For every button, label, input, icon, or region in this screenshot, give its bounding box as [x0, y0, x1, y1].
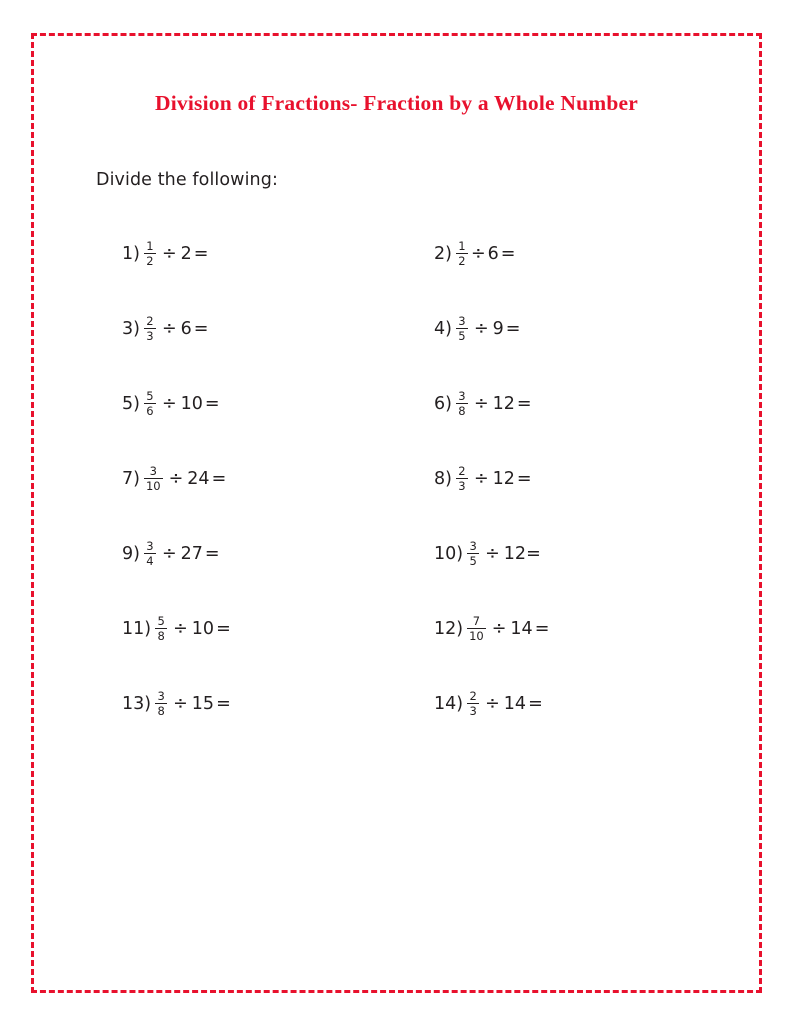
problem-number: 2)	[434, 243, 452, 264]
fraction-numerator: 7	[472, 613, 481, 628]
fraction-denominator: 5	[469, 554, 477, 568]
problem-number: 7)	[122, 468, 140, 489]
division-operator: ÷	[173, 693, 188, 714]
problem-item-11	[122, 591, 434, 666]
problem-number: 8)	[434, 468, 452, 489]
problem-item-1	[122, 216, 434, 291]
divisor-value: 6	[180, 318, 192, 339]
division-operator: ÷	[485, 543, 500, 564]
problem-item-5	[122, 366, 434, 441]
equals-sign: =	[526, 543, 541, 564]
divisor-value: 10	[191, 618, 215, 639]
divisor-value: 6	[487, 243, 499, 264]
fraction	[467, 615, 486, 643]
equals-sign: =	[193, 318, 209, 339]
fraction-numerator: 2	[469, 688, 477, 703]
problem-item-9	[122, 516, 434, 591]
problem-number: 13)	[122, 693, 152, 714]
problem-number: 6)	[434, 393, 452, 414]
problem-item-13	[122, 666, 434, 741]
fraction-numerator: 3	[157, 688, 165, 703]
fraction-denominator: 6	[146, 404, 154, 418]
divisor-value: 14	[503, 693, 527, 714]
problem-item-7	[122, 441, 434, 516]
fraction-denominator: 3	[469, 704, 477, 718]
equals-sign: =	[516, 468, 532, 489]
problem-item-10	[434, 516, 731, 591]
divisor-value: 12	[503, 543, 527, 564]
fraction-denominator: 8	[157, 704, 165, 718]
equals-sign: =	[216, 618, 231, 639]
divisor-value: 14	[510, 618, 533, 639]
fraction	[456, 465, 468, 493]
problem-number: 5)	[122, 393, 140, 414]
problem-item-14	[434, 666, 731, 741]
division-operator: ÷	[161, 393, 177, 414]
equals-sign: =	[534, 618, 550, 639]
division-operator: ÷	[161, 243, 177, 264]
fraction	[144, 390, 156, 418]
fraction-numerator: 2	[146, 313, 154, 328]
fraction-numerator: 1	[146, 238, 154, 253]
fraction	[144, 465, 163, 493]
worksheet-content	[52, 60, 741, 972]
fraction-numerator: 3	[149, 463, 157, 478]
equals-sign: =	[516, 393, 532, 414]
problem-item-8	[434, 441, 731, 516]
divisor-value: 15	[191, 693, 215, 714]
fraction	[144, 240, 156, 268]
divisor-value: 2	[180, 243, 192, 264]
division-operator: ÷	[473, 318, 489, 339]
fraction-denominator: 2	[146, 254, 154, 268]
problem-item-2	[434, 216, 731, 291]
problem-list	[122, 216, 731, 741]
fraction	[456, 315, 468, 343]
equals-sign: =	[216, 693, 231, 714]
problem-number: 11)	[122, 618, 152, 639]
fraction-denominator: 4	[146, 554, 154, 568]
fraction-numerator: 3	[458, 388, 466, 403]
problem-number: 4)	[434, 318, 452, 339]
fraction-numerator: 2	[458, 463, 466, 478]
fraction-denominator: 2	[458, 254, 466, 268]
problem-number: 14)	[434, 693, 464, 714]
problem-number: 1)	[122, 243, 140, 264]
divisor-value: 10	[180, 393, 203, 414]
equals-sign: =	[505, 318, 521, 339]
problem-number: 12)	[434, 618, 464, 639]
divisor-value: 12	[492, 468, 515, 489]
equals-sign: =	[211, 468, 227, 489]
problem-number: 10)	[434, 543, 464, 564]
fraction-denominator: 5	[458, 329, 466, 343]
fraction-denominator: 10	[145, 479, 161, 493]
fraction-numerator: 5	[146, 388, 154, 403]
problem-item-6	[434, 366, 731, 441]
division-operator: ÷	[473, 393, 489, 414]
division-operator: ÷	[473, 468, 489, 489]
equals-sign: =	[193, 243, 209, 264]
division-operator: ÷	[470, 243, 486, 264]
equals-sign: =	[204, 543, 220, 564]
fraction	[144, 315, 156, 343]
fraction	[456, 390, 468, 418]
fraction-numerator: 3	[469, 538, 477, 553]
problem-number: 9)	[122, 543, 140, 564]
equals-sign: =	[500, 243, 516, 264]
fraction	[144, 540, 156, 568]
divisor-value: 27	[180, 543, 203, 564]
fraction	[155, 615, 167, 643]
problem-item-4	[434, 291, 731, 366]
fraction-denominator: 10	[469, 629, 484, 643]
division-operator: ÷	[161, 318, 177, 339]
division-operator: ÷	[161, 543, 177, 564]
fraction-denominator: 3	[146, 329, 154, 343]
division-operator: ÷	[491, 618, 507, 639]
divisor-value: 24	[187, 468, 210, 489]
fraction-denominator: 3	[458, 479, 466, 493]
fraction	[467, 690, 479, 718]
fraction-numerator: 1	[458, 238, 466, 253]
problem-item-3	[122, 291, 434, 366]
fraction-numerator: 3	[146, 538, 154, 553]
problem-number: 3)	[122, 318, 140, 339]
fraction	[467, 540, 479, 568]
equals-sign: =	[528, 693, 543, 714]
fraction	[456, 240, 468, 268]
fraction-denominator: 8	[157, 629, 165, 643]
divisor-value: 9	[492, 318, 504, 339]
equals-sign: =	[204, 393, 220, 414]
fraction-denominator: 8	[458, 404, 466, 418]
fraction-numerator: 5	[157, 613, 165, 628]
division-operator: ÷	[168, 468, 184, 489]
division-operator: ÷	[485, 693, 500, 714]
division-operator: ÷	[173, 618, 188, 639]
divisor-value: 12	[492, 393, 515, 414]
problem-item-12	[434, 591, 731, 666]
page-title: Division of Fractions- Fraction by a Whole Number	[155, 91, 638, 115]
fraction	[155, 690, 167, 718]
instructions-text: Divide the following:	[96, 170, 278, 190]
fraction-numerator: 3	[458, 313, 466, 328]
